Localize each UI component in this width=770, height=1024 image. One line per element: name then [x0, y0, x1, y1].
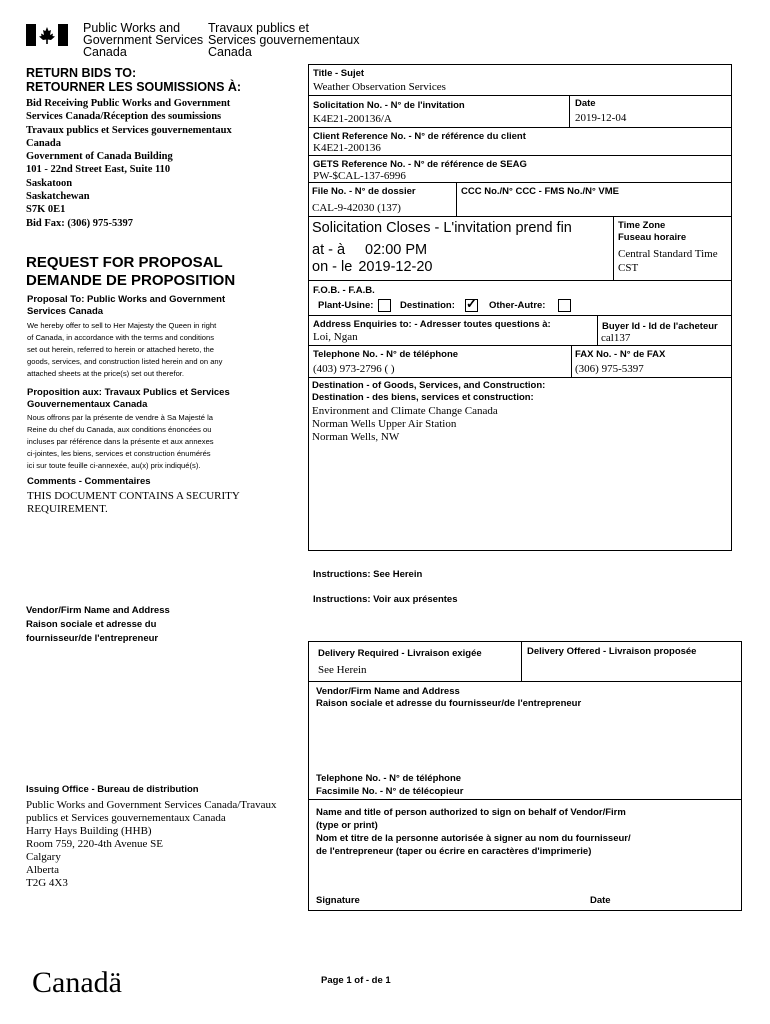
return-bids-heading: RETURN BIDS TO: RETOURNER LES SOUMISSIONS À: [26, 66, 242, 94]
signature-label: Signature [316, 895, 360, 906]
closing-on: on - le 2019-12-20 [312, 259, 433, 275]
time-zone-label: Time Zone Fuseau horaire [618, 220, 687, 243]
address-enquiries-value: Loi, Ngan [313, 331, 358, 343]
file-no-value: CAL-9-42030 (137) [312, 202, 401, 214]
title-value: Weather Observation Services [313, 81, 446, 93]
destination-fob-label: Destination: [400, 300, 455, 311]
offer-text-en: We hereby offer to sell to Her Majesty the Queen in right of Canada, in accordance with the terms and conditions set out herein, referred to herein or attached hereto, the goods, services, and construction listed herein and on any attached sheets at the price(s) set out therefor. [27, 321, 223, 378]
telephone-label: Telephone No. - N° de téléphone [313, 349, 459, 360]
destination-value: Environment and Climate Change Canada Norman Wells Upper Air Station Norman Wells, NW [312, 405, 498, 443]
time-zone-value: Central Standard Time CST [618, 248, 718, 274]
destination-checkbox[interactable] [465, 296, 478, 312]
client-reference-value: K4E21-200136 [313, 142, 381, 154]
solicitation-closes-title: Solicitation Closes - L'invitation prend fin [312, 220, 572, 236]
delivery-required-value: See Herein [318, 664, 367, 676]
solicitation-no-label: Solicitation No. - N° de l'invitation [313, 100, 465, 111]
file-no-label: File No. - N° de dossier [312, 186, 416, 197]
solicitation-no-value: K4E21-200136/A [313, 113, 392, 125]
checkmark-icon: ✓ [466, 296, 477, 311]
client-reference-label: Client Reference No. - N° de référence du client [313, 131, 526, 142]
closing-date: 2019-12-20 [358, 259, 433, 275]
proposition-aux: Proposition aux: Travaux Publics et Services Gouvernementaux Canada [27, 387, 230, 410]
proposal-to: Proposal To: Public Works and Government Services Canada [27, 294, 226, 317]
fax-label: FAX No. - N° de FAX [575, 349, 666, 360]
page-number: Page 1 of - de 1 [321, 975, 391, 986]
plant-checkbox[interactable] [378, 299, 391, 312]
canada-flag-icon [26, 24, 68, 46]
issuing-office-label: Issuing Office - Bureau de distribution [26, 784, 199, 795]
address-enquiries-label: Address Enquiries to: - Adresser toutes questions à: [313, 319, 551, 330]
ccc-no-label: CCC No./N° CCC - FMS No./N° VME [461, 186, 620, 197]
department-name-en: Public Works and Government Services Canada [83, 21, 204, 59]
signature-date-label: Date [590, 895, 611, 906]
instructions-fr: Instructions: Voir aux présentes [313, 594, 458, 605]
title-label: Title - Sujet [313, 68, 365, 79]
telephone-fax-label: Telephone No. - N° de téléphone Facsimile No. - N° de télécopieur [316, 773, 464, 797]
telephone-value: (403) 973-2796 ( ) [313, 363, 395, 375]
instructions-en: Instructions: See Herein [313, 569, 423, 580]
buyer-id-label: Buyer Id - Id de l'acheteur [602, 321, 718, 332]
closing-time: 02:00 PM [365, 242, 428, 258]
date-label: Date [575, 98, 596, 109]
destination-label: Destination - of Goods, Services, and Construction: Destination - des biens, services et construction: [312, 380, 546, 403]
buyer-id-value: cal137 [601, 332, 631, 344]
delivery-offered-label: Delivery Offered - Livraison proposée [527, 646, 697, 657]
vendor-firm-label: Vendor/Firm Name and Address Raison sociale et adresse du fournisseur/de l'entrepreneur [26, 605, 170, 644]
gets-reference-label: GETS Reference No. - N° de référence de SEAG [313, 159, 527, 170]
offer-text-fr: Nous offrons par la présente de vendre à Sa Majesté la Reine du chef du Canada, aux conditions énoncées ou incluses par référence dans la présente et aux annexes ci-jointes, les biens, services et construction énumérés ici sur toute feuille ci-annexée, au(x) prix indiqué(s). [27, 413, 214, 470]
rfp-heading: REQUEST FOR PROPOSAL DEMANDE DE PROPOSITION [26, 254, 236, 289]
comments-text: THIS DOCUMENT CONTAINS A SECURITY REQUIREMENT. [27, 490, 240, 515]
canada-wordmark: Canadä [32, 966, 122, 999]
plant-label: Plant-Usine: [318, 300, 374, 311]
other-checkbox[interactable] [558, 299, 571, 312]
comments-label: Comments - Commentaires [27, 476, 151, 487]
date-value: 2019-12-04 [575, 112, 627, 124]
return-address: Bid Receiving Public Works and Government Services Canada/Réception des soumissions Travaux publics et Services gouvernementaux Canada Government of Canada Building 101 - 22nd Street East, Suite 110 Saskatoon Saskatchewan S7K 0E1 Bid Fax: (306) 975-5397 [26, 98, 232, 229]
gets-reference-value: PW-$CAL-137-6996 [313, 170, 406, 182]
fob-label: F.O.B. - F.A.B. [313, 285, 375, 296]
vendor-name-address-label: Vendor/Firm Name and Address Raison sociale et adresse du fournisseur/de l'entrepreneur [316, 686, 582, 709]
other-label: Other-Autre: [489, 300, 546, 311]
issuing-office-address: Public Works and Government Services Canada/Travaux publics et Services gouvernementaux Canada Harry Hays Building (HHB) Room 759, 220-4th Avenue SE Calgary Alberta T2G 4X3 [26, 799, 277, 889]
authorized-person-label: Name and title of person authorized to sign on behalf of Vendor/Firm (type or print) Nom et titre de la personne autorisée à signer au nom du fournisseur/ de l'entrepreneur (taper ou écrire en caractères d'imprimerie) [316, 807, 631, 857]
fax-value: (306) 975-5397 [575, 363, 644, 375]
delivery-required-label: Delivery Required - Livraison exigée [318, 648, 482, 659]
closing-at: at - à 02:00 PM [312, 242, 428, 258]
department-name-fr: Travaux publics et Services gouvernementaux Canada [208, 21, 360, 59]
